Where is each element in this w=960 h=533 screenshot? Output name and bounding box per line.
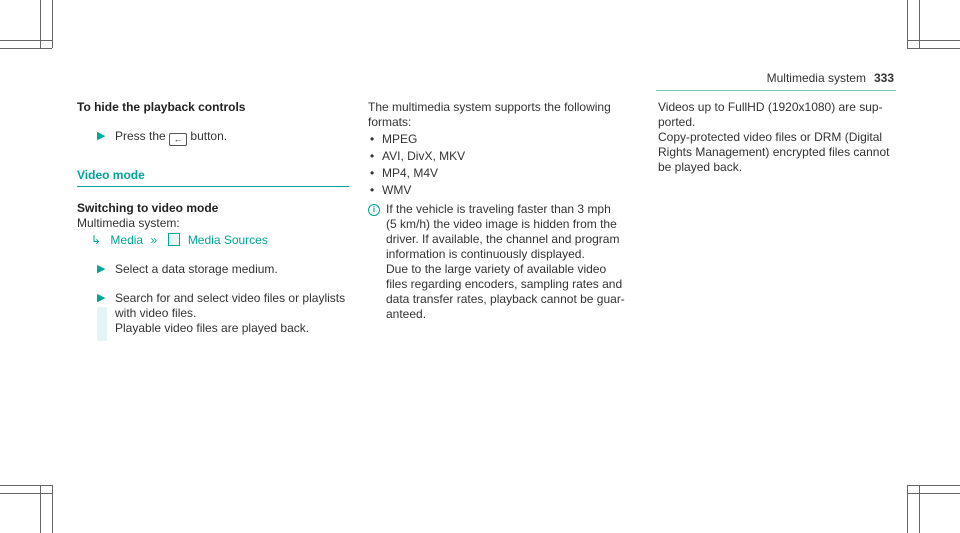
double-chevron-icon: » [150,233,158,247]
list-item: • WMV [368,183,628,198]
subheading-switching: Switching to video mode [77,201,219,215]
crop-mark [0,48,52,49]
crop-mark [907,493,960,494]
column-1 [77,100,347,336]
heading-hide-controls: To hide the playback controls [77,100,246,114]
running-head [767,71,894,86]
header-rule [656,90,896,91]
menu-path [77,233,347,248]
column-2 [368,100,628,322]
menu-path-hook-icon: ↳ [91,233,102,247]
info-icon: i [368,204,380,216]
list-item: • MP4, M4V [368,166,628,181]
crop-mark [0,493,52,494]
formats-list [368,132,628,198]
result-bar [97,307,107,341]
step-press-back: ▶ Press the ← button. [97,129,228,144]
crop-mark [52,0,53,48]
section-title-video-mode: Video mode [77,168,145,182]
step-arrow-icon: ▶ [97,292,106,304]
back-button-icon: ← [169,133,187,146]
running-head-title: Multimedia system [766,71,866,85]
media-sources-icon [168,233,180,246]
drm-text: Copy-protected video files or DRM (Digital [658,130,883,144]
crop-mark [0,485,52,486]
menu-path-sources: Media Sources [187,233,268,247]
page-number: 333 [873,71,894,85]
list-item: • AVI, DivX, MKV [368,149,628,164]
step-select-medium: ▶ Select a data storage medium. [97,262,278,276]
formats-intro: The multimedia system supports the following formats: [368,100,611,129]
column-3: Videos up to FullHD (1920x1080) are sup- ported. Copy-protected video files or DRM (Digital Rights Management) encrypted files cannot be played back. [658,100,898,175]
step-arrow-icon: ▶ [97,263,106,275]
crop-mark [907,40,960,41]
system-label: Multimedia system: [77,216,180,230]
list-item: • MPEG [368,132,628,147]
step-arrow-icon: ▶ [97,130,106,142]
crop-mark [0,40,52,41]
crop-mark [52,485,53,533]
menu-path-media: Media [110,233,144,247]
crop-mark [907,485,960,486]
video-resolution-text: Videos up to FullHD (1920x1080) are sup- [658,100,883,114]
crop-mark [907,48,960,49]
step-search-files: ▶ Search for and select video files or playlists with video files. Playable video files are played back. [77,291,347,336]
info-note: i If the vehicle is traveling faster than 3 mph (5 km/h) the video image is hidden from the driver. If available, the channel and program information is continuously displayed. Due to the large variety of available video files regarding encoders, sampling rates and data transfer rates, playback cannot be guar- anteed. [368,202,628,322]
section-rule [77,186,349,187]
